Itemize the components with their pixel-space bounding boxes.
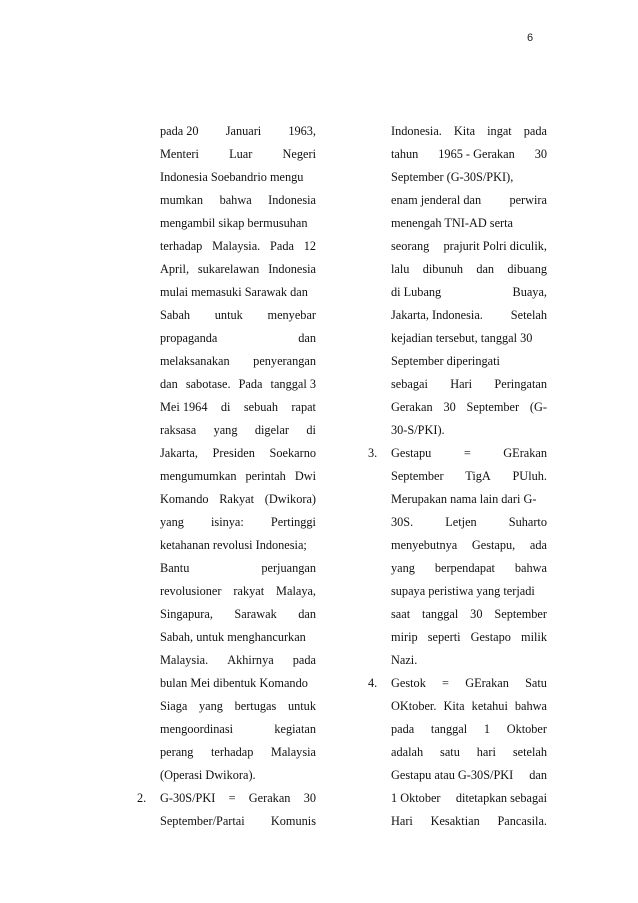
word-group: Gestapo <box>470 630 511 644</box>
word-group: Sabah <box>160 308 191 322</box>
text-line <box>160 120 316 143</box>
text-line <box>391 442 547 465</box>
word-group: yang <box>160 515 184 529</box>
word-group: milik <box>521 630 547 644</box>
word-group: sebagai <box>391 377 428 391</box>
word-group: OKtober. <box>391 699 437 713</box>
text-line <box>160 580 316 603</box>
text-line <box>160 166 316 189</box>
word-group: 1 Oktober <box>391 791 441 805</box>
text-line <box>391 120 547 143</box>
word-group: ketahanan revolusi Indonesia; <box>160 538 307 552</box>
word-group: Mei 1964 <box>160 400 208 414</box>
text-line <box>391 511 547 534</box>
word-group: GErakan <box>465 676 509 690</box>
text-line <box>391 764 547 787</box>
text-line <box>160 212 316 235</box>
word-group: 12 <box>303 239 316 253</box>
word-group: Indonesia Soebandrio mengu <box>160 170 304 184</box>
word-group: dan <box>529 768 547 782</box>
list-number: 3. <box>368 446 378 460</box>
text-line <box>391 396 547 419</box>
text-line <box>391 603 547 626</box>
word-group: Gerakan <box>248 791 291 805</box>
word-group: saat <box>391 607 411 621</box>
word-group: seorang <box>391 239 430 253</box>
word-group: Indonesia. <box>391 124 442 138</box>
word-group: 30-S/PKI). <box>391 423 445 437</box>
word-group: setelah <box>512 745 547 759</box>
word-group: mengumumkan <box>160 469 237 483</box>
word-group: ingat <box>487 124 512 138</box>
text-line <box>391 672 547 695</box>
text-line <box>160 258 316 281</box>
word-group: Malaya, <box>276 584 316 598</box>
word-group: 30 <box>534 147 547 161</box>
text-line <box>160 350 316 373</box>
word-group: bahwa <box>219 193 252 207</box>
word-group: Nazi. <box>391 653 418 667</box>
word-group: Kesaktian <box>430 814 480 828</box>
word-group: Singapura, <box>160 607 213 621</box>
text-line <box>160 626 316 649</box>
word-group: Buaya, <box>512 285 547 299</box>
word-group: mumkan <box>160 193 204 207</box>
word-group: G-30S/PKI <box>160 791 216 805</box>
word-group: Gestapu, <box>471 538 516 552</box>
text-line <box>391 787 547 810</box>
word-group: 1965 - Gerakan <box>438 147 515 161</box>
word-group: Gerakan <box>391 400 433 414</box>
word-group: 30S. <box>391 515 414 529</box>
word-group: kejadian tersebut, tanggal 30 <box>391 331 533 345</box>
text-line <box>160 373 316 396</box>
word-group: Pada <box>270 239 294 253</box>
list-number: 2. <box>137 791 147 805</box>
word-group: Luar <box>229 147 253 161</box>
word-group: GErakan <box>503 446 547 460</box>
word-group: satu <box>440 745 460 759</box>
word-group: 30 <box>443 400 456 414</box>
text-line <box>391 258 547 281</box>
word-group: Negeri <box>282 147 316 161</box>
word-group: Menteri <box>160 147 199 161</box>
word-group: Malaysia. <box>160 653 209 667</box>
text-line <box>160 557 316 580</box>
text-line <box>160 764 316 787</box>
word-group: Presiden <box>212 446 255 460</box>
word-group: revolusioner <box>160 584 222 598</box>
word-group: di <box>220 400 231 414</box>
text-line <box>160 810 316 833</box>
text-line <box>391 419 547 442</box>
text-line <box>160 143 316 166</box>
word-group: Hari <box>450 377 473 391</box>
word-group: (Operasi Dwikora). <box>160 768 256 782</box>
word-group: Indonesia <box>268 262 316 276</box>
text-line <box>160 281 316 304</box>
word-group: = <box>463 446 471 460</box>
text-line <box>391 626 547 649</box>
text-line <box>391 350 547 373</box>
word-group: pada 20 <box>160 124 199 138</box>
word-group: September <box>494 607 547 621</box>
word-group: (G- <box>529 400 547 414</box>
word-group: Dwi <box>294 469 316 483</box>
word-group: September (G-30S/PKI), <box>391 170 514 184</box>
text-line <box>160 603 316 626</box>
word-group: mengoordinasi <box>160 722 234 736</box>
word-group: Kita <box>453 124 476 138</box>
word-group: melaksanakan <box>160 354 230 368</box>
text-line <box>391 580 547 603</box>
text-line <box>391 649 547 672</box>
word-group: dan <box>298 607 316 621</box>
word-group: bertugas <box>234 699 277 713</box>
text-line <box>391 465 547 488</box>
word-group: tanggal <box>422 607 459 621</box>
text-line <box>391 534 547 557</box>
word-group: tanggal <box>430 722 468 736</box>
text-line <box>160 304 316 327</box>
word-group: dan <box>476 262 495 276</box>
word-group: Oktober <box>506 722 547 736</box>
word-group: menyebar <box>267 308 316 322</box>
word-group: pada <box>391 722 415 736</box>
word-group: tahun <box>391 147 419 161</box>
word-group: Kita <box>443 699 465 713</box>
word-group: perintah <box>245 469 286 483</box>
word-group: Sarawak <box>234 607 277 621</box>
word-group: September <box>391 469 444 483</box>
word-group: Jakarta, <box>160 446 198 460</box>
text-line <box>160 649 316 672</box>
word-group: Hari <box>391 814 413 828</box>
word-group: Akhirnya <box>227 653 274 667</box>
word-group: dan <box>160 377 178 391</box>
word-group: menengah TNI-AD serta <box>391 216 514 230</box>
word-group: dibuang <box>507 262 547 276</box>
word-group: Siaga <box>160 699 188 713</box>
word-group: bulan Mei dibentuk Komando <box>160 676 308 690</box>
word-group: digelar <box>254 423 290 437</box>
word-group: perang <box>160 745 194 759</box>
word-group: September/Partai <box>160 814 245 828</box>
text-line <box>160 718 316 741</box>
text-line <box>160 396 316 419</box>
word-group: raksasa <box>160 423 197 437</box>
right-column <box>368 120 547 833</box>
word-group: Malaysia. <box>212 239 261 253</box>
text-line <box>391 235 547 258</box>
text-line <box>160 511 316 534</box>
word-group: Bantu <box>160 561 190 575</box>
word-group: tanggal 3 <box>270 377 316 391</box>
text-line <box>160 189 316 212</box>
text-line <box>391 488 547 511</box>
word-group: Jakarta, Indonesia. <box>391 308 483 322</box>
word-group: 30 <box>470 607 483 621</box>
word-group: rakyat <box>233 584 265 598</box>
word-group: untuk <box>214 308 243 322</box>
text-line <box>391 373 547 396</box>
word-group: Merupakan nama lain dari G- <box>391 492 537 506</box>
word-group: berpendapat <box>434 561 495 575</box>
text-line <box>391 166 547 189</box>
text-line <box>391 741 547 764</box>
word-group: lalu <box>391 262 410 276</box>
word-group: rapat <box>291 400 316 414</box>
word-group: Komando <box>160 492 209 506</box>
word-group: Suharto <box>508 515 547 529</box>
word-group: sabotase. <box>185 377 231 391</box>
word-group: Pada <box>238 377 263 391</box>
text-line <box>391 143 547 166</box>
word-group: Satu <box>525 676 547 690</box>
word-group: sebuah <box>243 400 278 414</box>
word-group: kegiatan <box>274 722 316 736</box>
word-group: Pancasila. <box>497 814 547 828</box>
word-group: = <box>228 791 236 805</box>
word-group: isinya: <box>211 515 244 529</box>
word-group: TigA <box>465 469 491 483</box>
text-line <box>160 327 316 350</box>
word-group: September <box>466 400 520 414</box>
text-line <box>160 419 316 442</box>
word-group: ketahui <box>471 699 508 713</box>
text-line <box>391 327 547 350</box>
word-group: Gestapu <box>391 446 432 460</box>
text-line <box>160 672 316 695</box>
word-group: dan <box>298 331 316 345</box>
text-line <box>160 488 316 511</box>
word-group: supaya peristiwa yang terjadi <box>391 584 535 598</box>
word-group: Pertinggi <box>270 515 316 529</box>
word-group: yang <box>391 561 415 575</box>
list-number: 4. <box>368 676 378 690</box>
text-line <box>160 695 316 718</box>
word-group: hari <box>476 745 496 759</box>
text-line <box>391 810 547 833</box>
word-group: adalah <box>391 745 424 759</box>
word-group: prajurit Polri diculik, <box>443 239 547 253</box>
word-group: ada <box>529 538 547 552</box>
word-group: April, <box>160 262 190 276</box>
word-group: terhadap <box>160 239 203 253</box>
word-group: 30 <box>303 791 316 805</box>
word-group: seperti <box>427 630 461 644</box>
word-group: September diperingati <box>391 354 500 368</box>
word-group: penyerangan <box>253 354 316 368</box>
word-group: pada <box>523 124 547 138</box>
word-group: untuk <box>287 699 316 713</box>
word-group: Peringatan <box>494 377 547 391</box>
word-group: di <box>306 423 316 437</box>
text-line <box>391 212 547 235</box>
word-group: 1963, <box>288 124 316 138</box>
text-line <box>160 741 316 764</box>
text-line <box>391 304 547 327</box>
word-group: bahwa <box>514 699 547 713</box>
word-group: Januari <box>225 124 262 138</box>
word-group: Indonesia <box>268 193 316 207</box>
word-group: Gestok <box>391 676 426 690</box>
word-group: yang <box>199 699 223 713</box>
word-group: (Dwikora) <box>264 492 316 506</box>
word-group: enam jenderal dan <box>391 193 482 207</box>
word-group: Letjen <box>445 515 477 529</box>
word-group: di Lubang <box>391 285 442 299</box>
text-line <box>160 534 316 557</box>
word-group: Komunis <box>270 814 316 828</box>
text-line <box>160 442 316 465</box>
text-line <box>160 235 316 258</box>
word-group: pada <box>292 653 316 667</box>
text-line <box>160 465 316 488</box>
word-group: mirip <box>391 630 418 644</box>
word-group: terhadap <box>211 745 254 759</box>
word-group: Malaysia <box>270 745 316 759</box>
text-line <box>391 189 547 212</box>
text-line <box>391 718 547 741</box>
word-group: Setelah <box>510 308 547 322</box>
text-line <box>391 281 547 304</box>
word-group: 1 <box>483 722 490 736</box>
word-group: yang <box>213 423 238 437</box>
text-line <box>160 787 316 810</box>
word-group: PUluh. <box>512 469 547 483</box>
word-group: sukarelawan <box>197 262 260 276</box>
word-group: dibunuh <box>422 262 464 276</box>
word-group: Gestapu atau G-30S/PKI <box>391 768 514 782</box>
word-group: mengambil sikap bermusuhan <box>160 216 308 230</box>
page-number: 6 <box>527 32 534 44</box>
left-column <box>137 120 316 833</box>
word-group: Soekarno <box>269 446 316 460</box>
word-group: perwira <box>509 193 547 207</box>
word-group: ditetapkan sebagai <box>455 791 547 805</box>
text-line <box>391 695 547 718</box>
word-group: menyebutnya <box>391 538 458 552</box>
word-group: Rakyat <box>219 492 255 506</box>
word-group: perjuangan <box>261 561 316 575</box>
word-group: mulai memasuki Sarawak dan <box>160 285 308 299</box>
word-group: Sabah, untuk menghancurkan <box>160 630 306 644</box>
word-group: bahwa <box>514 561 547 575</box>
word-group: = <box>442 676 449 690</box>
word-group: propaganda <box>160 331 218 345</box>
text-line <box>391 557 547 580</box>
